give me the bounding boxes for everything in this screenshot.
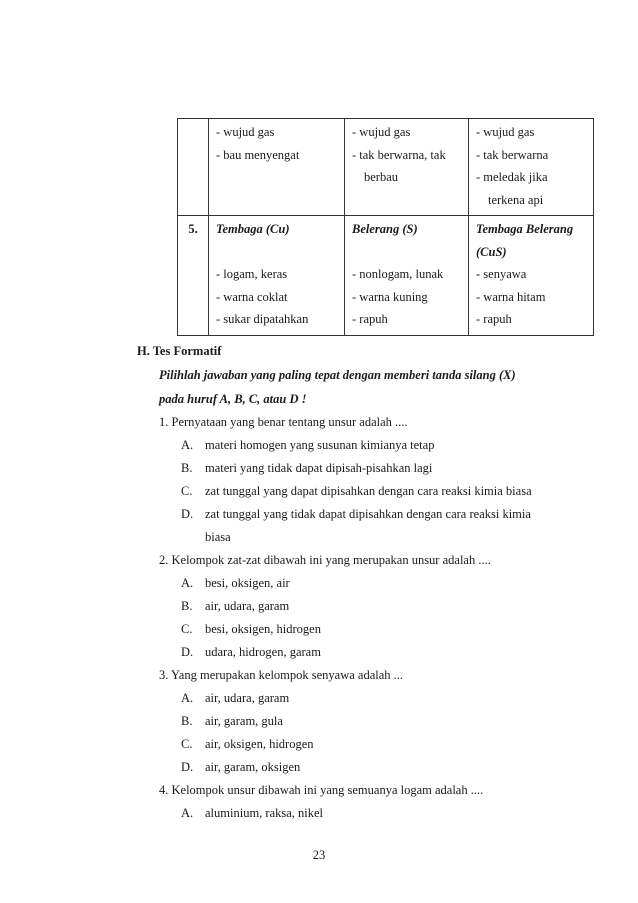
- cell-line: - warna hitam: [476, 289, 546, 304]
- option-1b: [181, 461, 432, 476]
- table-row-5: [178, 216, 594, 336]
- option-3d: [181, 760, 300, 775]
- page-number: 23: [312, 848, 326, 862]
- option-2d: [181, 645, 321, 660]
- question-4: 4. Kelompok unsur dibawah ini yang semuanya logam adalah ....: [159, 783, 484, 797]
- option-letter: A.: [181, 806, 194, 820]
- option-2b: [181, 599, 289, 614]
- cell-line: - warna kuning: [352, 289, 428, 304]
- option-1c: [181, 484, 532, 499]
- section-title: H. Tes Formatif: [137, 344, 222, 358]
- option-3b: [181, 714, 283, 729]
- table-cell: [209, 119, 345, 216]
- cell-line: - rapuh: [352, 312, 388, 326]
- table-row-continued: [178, 119, 594, 216]
- option-2a: [181, 576, 290, 591]
- cell-line: - sukar dipatahkan: [216, 312, 309, 326]
- cell-line: - wujud gas: [476, 125, 535, 139]
- instruction-line: Pilihlah jawaban yang paling tepat dengan memberi tanda silang (X): [159, 368, 516, 382]
- blank-line: [216, 241, 340, 264]
- cell-line: terkena api: [488, 192, 544, 207]
- option-text: udara, hidrogen, garam: [205, 645, 321, 659]
- cell-line: - senyawa: [476, 267, 527, 281]
- row-number: 5.: [188, 222, 198, 236]
- table-cell: [469, 216, 594, 336]
- table-cell: [209, 216, 345, 336]
- cell-line: - meledak jika: [476, 170, 548, 184]
- cell-line: - rapuh: [476, 312, 512, 326]
- cell-line: - bau menyengat: [216, 147, 300, 162]
- cell-line: - tak berwarna: [476, 147, 549, 162]
- option-text: air, udara, garam: [205, 691, 290, 705]
- option-letter: C.: [181, 737, 193, 751]
- option-text: materi homogen yang susunan kimianya tetap: [205, 438, 435, 452]
- option-text: air, garam, oksigen: [205, 760, 301, 774]
- compound-heading: Tembaga Belerang: [476, 222, 574, 236]
- option-continuation: biasa: [205, 530, 231, 544]
- table-cell: [469, 119, 594, 216]
- cell-line: berbau: [364, 170, 399, 184]
- option-letter: C.: [181, 484, 193, 498]
- table-cell: [345, 119, 469, 216]
- option-letter: B.: [181, 599, 193, 613]
- option-text: air, oksigen, hidrogen: [205, 737, 314, 751]
- table-cell-number: [178, 216, 209, 336]
- table-cell-number: [178, 119, 209, 216]
- blank-line: [352, 241, 464, 264]
- option-1d: [181, 507, 531, 522]
- option-letter: C.: [181, 622, 193, 636]
- option-text: aluminium, raksa, nikel: [205, 806, 324, 820]
- cell-line: - wujud gas: [352, 125, 411, 139]
- option-3a: [181, 691, 289, 706]
- question-2: 2. Kelompok zat-zat dibawah ini yang merupakan unsur adalah ....: [159, 553, 491, 567]
- option-3c: [181, 737, 314, 752]
- option-4a: [181, 806, 323, 821]
- option-letter: D.: [181, 645, 194, 659]
- table-cell: [345, 216, 469, 336]
- cell-line: - nonlogam, lunak: [352, 267, 444, 281]
- question-1: 1. Pernyataan yang benar tentang unsur adalah ....: [159, 415, 408, 429]
- compound-formula: (CuS): [476, 244, 507, 259]
- cell-line: - warna coklat: [216, 289, 288, 304]
- option-letter: B.: [181, 461, 193, 475]
- option-2c: [181, 622, 321, 637]
- cell-line: - wujud gas: [216, 125, 275, 139]
- option-letter: A.: [181, 576, 194, 590]
- cell-line: - logam, keras: [216, 267, 288, 281]
- option-text: air, udara, garam: [205, 599, 290, 613]
- option-letter: D.: [181, 507, 194, 521]
- option-1a: [181, 438, 434, 453]
- properties-table: [177, 118, 594, 336]
- option-letter: A.: [181, 691, 194, 705]
- option-text: zat tunggal yang tidak dapat dipisahkan dengan cara reaksi kimia: [205, 507, 531, 521]
- option-text: besi, oksigen, hidrogen: [205, 622, 321, 636]
- instruction-line: pada huruf A, B, C, atau D !: [159, 392, 307, 406]
- option-text: zat tunggal yang dapat dipisahkan dengan cara reaksi kimia biasa: [205, 484, 532, 498]
- option-letter: A.: [181, 438, 194, 452]
- cell-line: - tak berwarna, tak: [352, 147, 446, 162]
- option-text: materi yang tidak dapat dipisah-pisahkan lagi: [205, 461, 433, 475]
- element-heading: Belerang (S): [352, 222, 418, 236]
- element-heading: Tembaga (Cu): [216, 222, 290, 236]
- option-letter: B.: [181, 714, 193, 728]
- option-text: besi, oksigen, air: [205, 576, 290, 590]
- question-3: 3. Yang merupakan kelompok senyawa adalah ...: [159, 668, 404, 682]
- option-letter: D.: [181, 760, 194, 774]
- option-text: air, garam, gula: [205, 714, 283, 728]
